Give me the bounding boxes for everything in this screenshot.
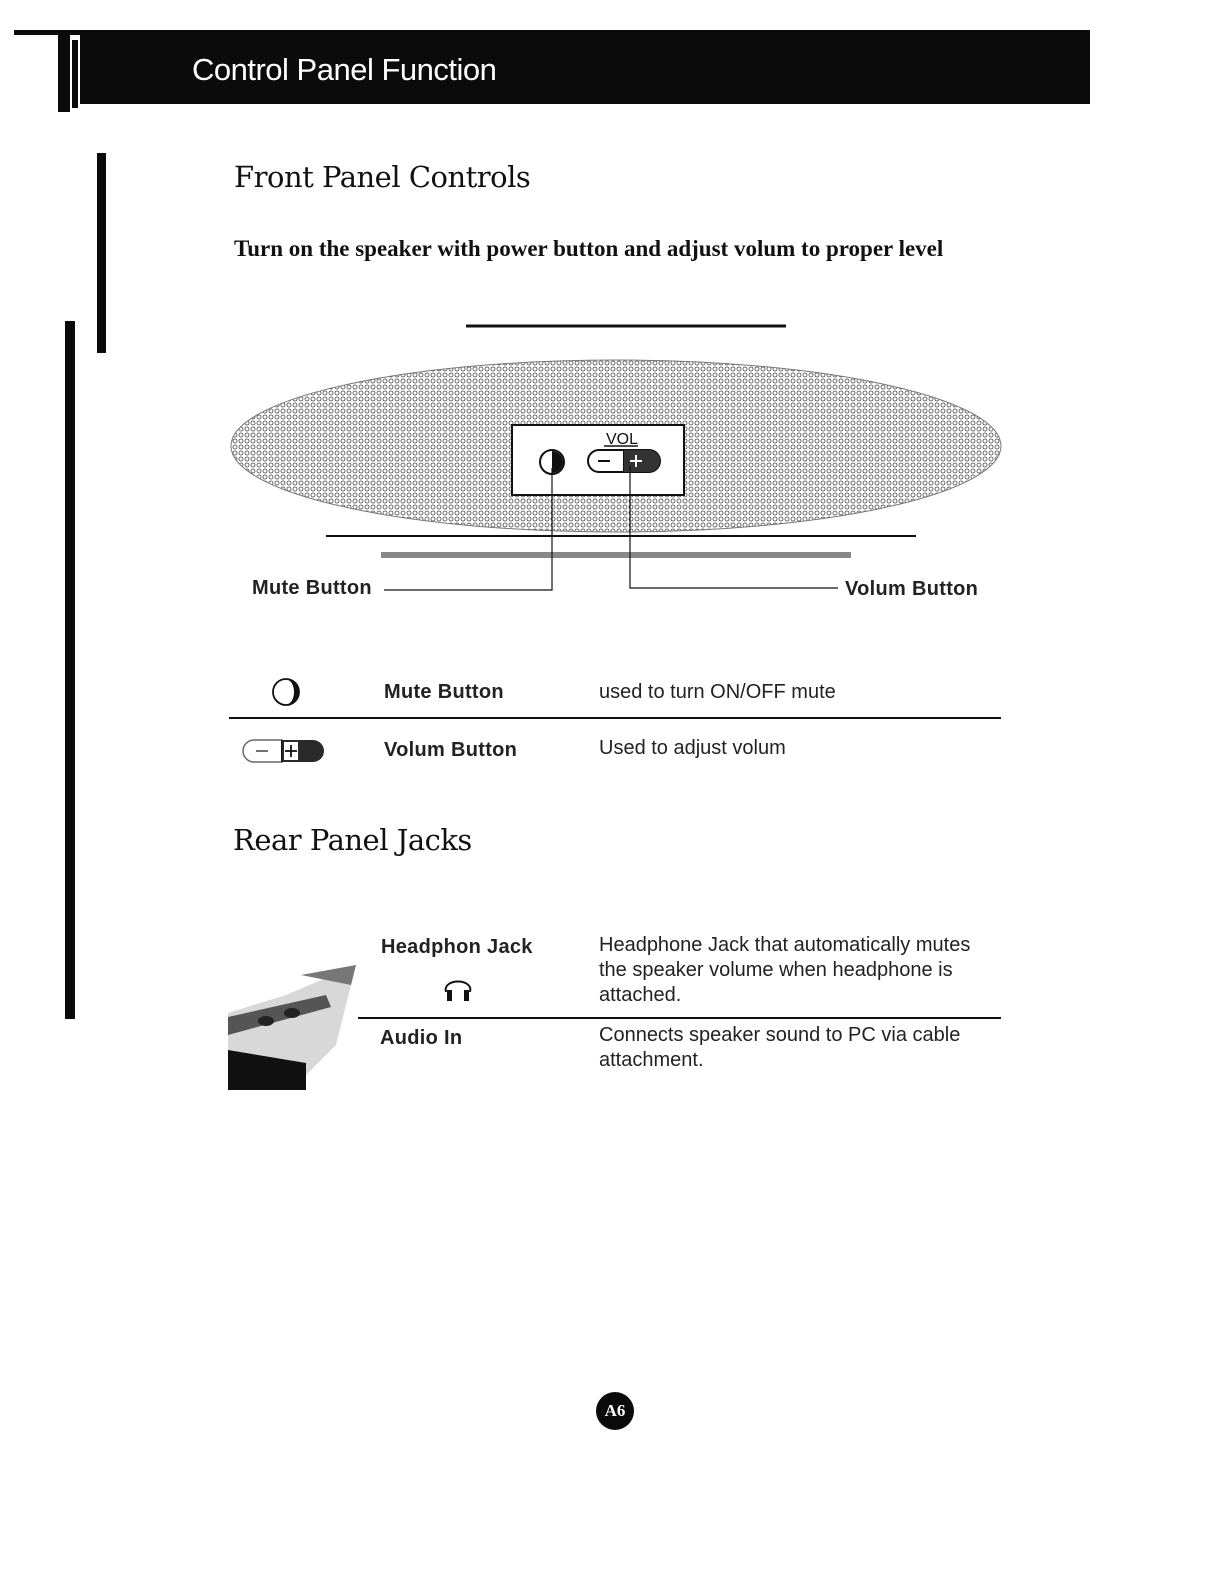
front-panel-heading: Front Panel Controls xyxy=(234,160,531,194)
table-rule xyxy=(229,717,1001,719)
volume-rocker xyxy=(588,450,660,472)
jack-description: Connects speaker sound to PC via cable attachment. xyxy=(599,1024,961,1071)
header-left-mark xyxy=(58,34,70,112)
jack-name: Headphon Jack xyxy=(381,936,533,958)
front-panel-instruction: Turn on the speaker with power button and adjust volum to proper level xyxy=(234,236,944,261)
table-rule xyxy=(358,1017,1001,1019)
control-description: used to turn ON/OFF mute xyxy=(599,681,836,703)
speaker-illustration xyxy=(226,318,1006,608)
margin-bar-lower xyxy=(65,321,75,1019)
mute-button-icon xyxy=(270,676,302,708)
vol-label: VOL xyxy=(605,431,639,448)
control-name: Mute Button xyxy=(384,681,504,703)
rear-panel-heading: Rear Panel Jacks xyxy=(233,823,472,857)
page-title: Control Panel Function xyxy=(192,52,497,87)
control-name: Volum Button xyxy=(384,739,518,761)
margin-bar-upper xyxy=(97,153,106,353)
mute-button-callout: Mute Button xyxy=(252,577,372,599)
jack-name: Audio In xyxy=(380,1027,463,1049)
page-number-badge: A6 xyxy=(596,1392,634,1430)
jack-description: Headphone Jack that automatically mutes the speaker volume when headphone is attached. xyxy=(599,934,971,1006)
rear-jack-photo xyxy=(226,955,361,1090)
header-left-mark-inner xyxy=(72,40,78,108)
volum-button-callout: Volum Button xyxy=(845,578,979,600)
headphone-icon xyxy=(440,970,476,1004)
volume-rocker-icon xyxy=(240,737,328,765)
control-description: Used to adjust volum xyxy=(599,737,786,759)
